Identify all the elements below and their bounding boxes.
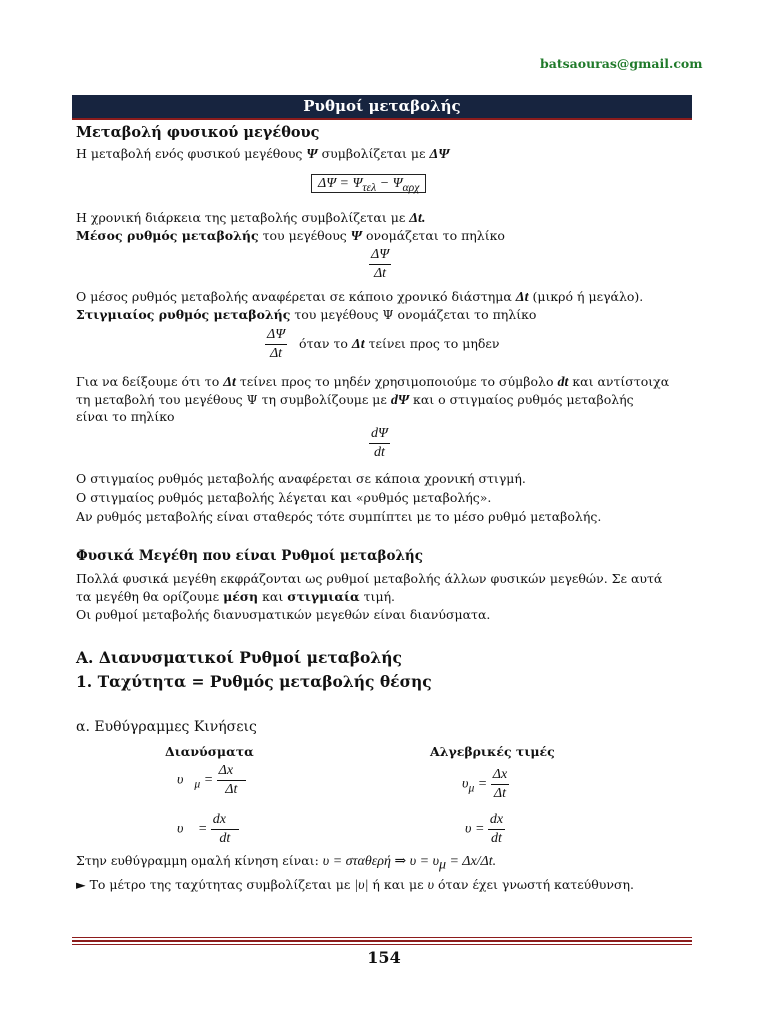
formula-mean-velocity-algebraic: $\upsilon_\mu$ = $\frac{\Delta x}{\Delta t}$ (462, 767, 508, 801)
fraction-mean-rate: $\frac{\Delta\Psi}{\Delta t}$ (371, 247, 390, 281)
formula-mean-velocity-vector: $\upsilon⃗_\mu$ = $\frac{\Delta x⃗}{\Delta t}$ (177, 763, 244, 797)
footer-rule (72, 940, 692, 942)
footer-rule (72, 937, 692, 938)
section-heading-rate-quantities: Φυσικά Μεγέθη που είναι Ρυθμοί μεταβολής (76, 548, 423, 564)
formula-instant-velocity-algebraic: υ = $\frac{dx}{dt}$ (465, 812, 504, 846)
section-heading-vector-rates: Α. Διανυσματικοί Ρυθμοί μεταβολής (76, 648, 402, 667)
paragraph: Ο στιγμαίος ρυθμός μεταβολής αναφέρεται σε κάποια χρονική στιγμή. (76, 471, 526, 486)
fraction-instant-rate: $\frac{\Delta\Psi}{\Delta t}$ όταν το Δt τείνει προς το μηδεν (267, 327, 500, 361)
paragraph: Ο στιγμαίος ρυθμός μεταβολής λέγεται και «ρυθμός μεταβολής». (76, 490, 492, 505)
paragraph-note: ► Το μέτρο της ταχύτητας συμβολίζεται με |υ| ή και με υ όταν έχει γνωστή κατεύθυνση. (76, 877, 634, 893)
paragraph: Στην ευθύγραμμη ομαλή κίνηση είναι: υ = σταθερή ⇒ $\upsilon = \upsilon_\mu = \Delta x/\Delta t$. (76, 853, 497, 873)
paragraph: τα μεγέθη θα ορίζουμε μέση και στιγμιαία τιμή. (76, 589, 396, 604)
paragraph: τη μεταβολή του μεγέθους Ψ τη συμβολίζουμε με dΨ και ο στιγμαίος ρυθμός μεταβολής (76, 392, 634, 408)
section-heading-change: Μεταβολή φυσικού μεγέθους (76, 124, 320, 141)
column-heading-algebraic: Αλγεβρικές τιμές (430, 744, 555, 759)
paragraph: Η μεταβολή ενός φυσικού μεγέθους Ψ συμβολίζεται με ΔΨ (76, 146, 450, 162)
paragraph: Οι ρυθμοί μεταβολής διανυσματικών μεγεθών είναι διανύσματα. (76, 607, 491, 622)
paragraph: Πολλά φυσικά μεγέθη εκφράζονται ως ρυθμοί μεταβολής άλλων φυσικών μεγεθών. Σε αυτά (76, 571, 663, 586)
boxed-formula: $\Delta\Psi = \Psi_{\tau\varepsilon\lambda} - \Psi_{\alpha\rho\chi}$ (311, 174, 426, 196)
paragraph: Η χρονική διάρκεια της μεταβολής συμβολίζεται με Δt. (76, 210, 426, 226)
subsection-heading-linear-motion: α. Ευθύγραμμες Κινήσεις (76, 719, 257, 735)
paragraph: Ο μέσος ρυθμός μεταβολής αναφέρεται σε κάποιο χρονικό διάστημα Δt (μικρό ή μεγάλο). (76, 289, 644, 305)
author-email: batsaouras@gmail.com (540, 56, 703, 71)
paragraph: Αν ρυθμός μεταβολής είναι σταθερός τότε συμπίπτει με το μέσο ρυθμό μεταβολής. (76, 509, 602, 524)
paragraph: Μέσος ρυθμός μεταβολής του μεγέθους Ψ ονομάζεται το πηλίκο (76, 228, 505, 244)
paragraph: Στιγμιαίος ρυθμός μεταβολής του μεγέθους Ψ ονομάζεται το πηλίκο (76, 307, 537, 322)
paragraph: είναι το πηλίκο (76, 409, 175, 424)
page-title-bar: Ρυθμοί μεταβολής (72, 95, 692, 120)
page-number: 154 (367, 948, 401, 967)
paragraph: Για να δείξουμε ότι το Δt τείνει προς το μηδέν χρησιμοποιούμε το σύμβολο dt και αντίστοιχα (76, 374, 670, 390)
column-heading-vectors: Διανύσματα (165, 744, 254, 759)
fraction-derivative: $\frac{d\Psi}{dt}$ (371, 426, 388, 460)
footer-rule (72, 944, 692, 945)
section-heading-velocity: 1. Ταχύτητα = Ρυθμός μεταβολής θέσης (76, 672, 432, 691)
formula-instant-velocity-vector: υ⃗ = $\frac{dx⃗}{dt}$ (177, 812, 237, 846)
